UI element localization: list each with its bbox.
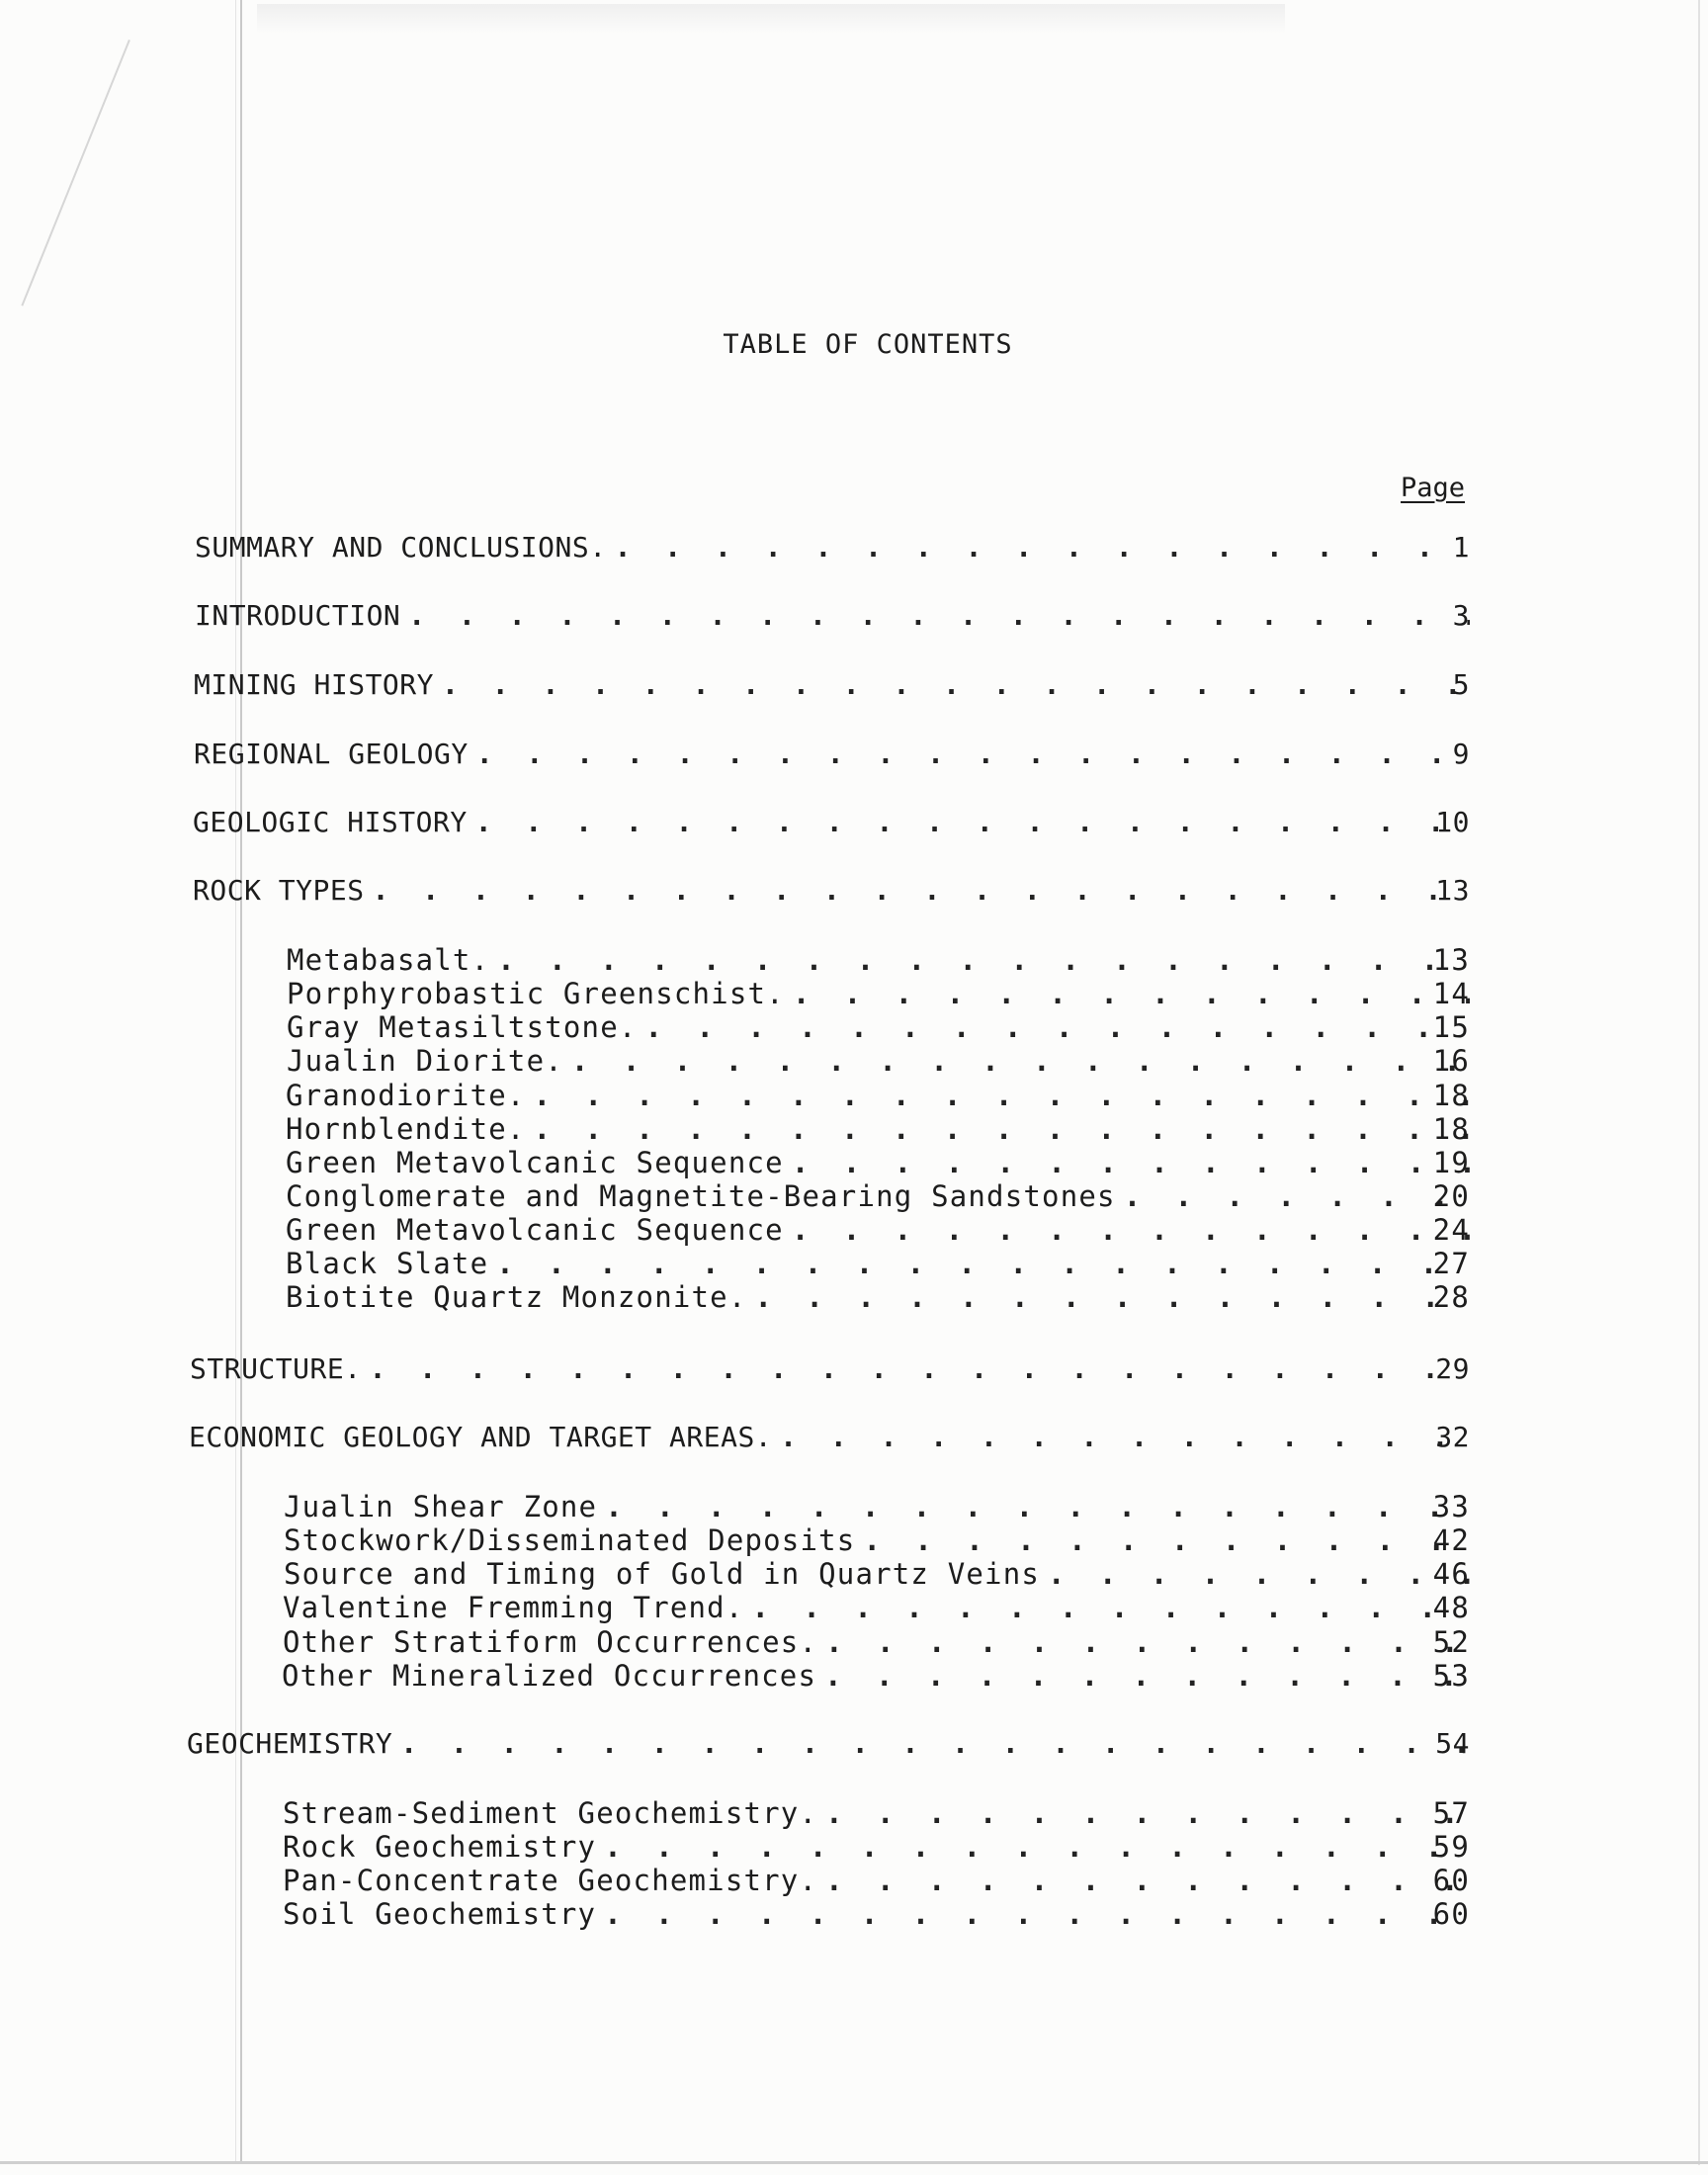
dot-leader [604,1830,1470,1864]
toc-subentry[interactable] [283,1591,1470,1626]
toc-subentry[interactable] [286,1247,1470,1282]
toc-subentry-title: Green Metavolcanic Sequence [286,1213,784,1247]
toc-entry-title: REGIONAL GEOLOGY [194,738,469,770]
toc-subentry-title: Jualin Shear Zone [284,1490,598,1523]
toc-subentry-page: 57 [1432,1796,1470,1830]
dot-leader [863,1523,1470,1557]
toc-subentry[interactable] [287,1044,1470,1080]
dot-leader [824,1659,1470,1693]
dot-leader [496,1247,1470,1280]
toc-subentry-page: 14 [1432,977,1470,1010]
toc-entry[interactable] [194,668,1470,704]
toc-subentry[interactable] [283,1796,1470,1832]
dot-leader [408,599,1470,632]
toc-subentry-title: Valentine Fremming Trend. [283,1591,744,1624]
dot-leader [755,1280,1471,1314]
toc-subentry-page: 24 [1432,1213,1470,1247]
dot-leader [604,1897,1470,1931]
dot-leader [476,738,1470,770]
toc-subentry[interactable] [286,1179,1470,1215]
toc-subentry-page: 20 [1432,1179,1470,1213]
toc-subentry[interactable] [286,1280,1470,1316]
toc-subentry-title: Conglomerate and Magnetite-Bearing Sandstones [286,1179,1116,1213]
toc-subentry[interactable] [284,1523,1470,1559]
toc-entry-title: ECONOMIC GEOLOGY AND TARGET AREAS. [189,1421,773,1453]
dot-leader [792,1213,1470,1247]
toc-subentry[interactable] [286,1112,1470,1148]
toc-subentry[interactable] [283,1830,1470,1866]
toc-entry-page: 3 [1452,599,1470,632]
toc-subentry-title: Rock Geochemistry [283,1830,597,1864]
toc-entry[interactable] [195,599,1470,635]
toc-entry-page: 29 [1435,1352,1470,1385]
toc-subentry-page: 60 [1432,1864,1470,1897]
dot-leader [792,1146,1470,1179]
page-column-header: Page [1401,473,1466,503]
toc-subentry-page: 13 [1432,943,1470,977]
toc-subentry[interactable] [282,1659,1470,1695]
toc-entry-title: MINING HISTORY [194,668,435,701]
dot-leader [793,977,1470,1010]
dot-leader [400,1727,1470,1760]
toc-subentry-title: Biotite Quartz Monzonite. [286,1280,747,1314]
toc-subentry-page: 53 [1432,1659,1470,1693]
toc-entry[interactable] [189,1421,1470,1456]
toc-entry-title: STRUCTURE. [190,1352,362,1385]
toc-subentry-page: 18 [1432,1112,1470,1146]
toc-subentry-title: Stockwork/Disseminated Deposits [284,1523,856,1557]
page-title: TABLE OF CONTENTS [723,329,1013,360]
dot-leader [1124,1179,1470,1213]
dot-leader [825,1796,1470,1830]
toc-subentry-title: Other Stratiform Occurrences. [283,1625,818,1659]
toc-entry-title: SUMMARY AND CONCLUSIONS. [195,531,607,564]
dot-leader [370,1352,1470,1385]
toc-entry[interactable] [190,1352,1470,1388]
toc-entry-page: 13 [1435,874,1470,907]
toc-subentry-title: Metabasalt. [287,943,490,977]
toc-subentry-page: 27 [1432,1247,1470,1280]
toc-entry-title: GEOLOGIC HISTORY [193,806,468,838]
toc-subentry-title: Hornblendite. [286,1112,526,1146]
toc-subentry-title: Other Mineralized Occurrences [282,1659,817,1693]
toc-subentry-title: Soil Geochemistry [283,1897,597,1931]
toc-subentry[interactable] [287,943,1470,979]
toc-subentry[interactable] [283,1864,1470,1899]
toc-subentry-page: 52 [1432,1625,1470,1659]
toc-entry-page: 10 [1435,806,1470,838]
toc-subentry-page: 28 [1432,1280,1470,1314]
toc-subentry-title: Black Slate [286,1247,489,1280]
toc-subentry-page: 33 [1432,1490,1470,1523]
toc-entry[interactable] [193,806,1470,841]
toc-subentry-page: 15 [1432,1010,1470,1044]
dot-leader [780,1421,1470,1453]
toc-subentry[interactable] [284,1557,1470,1593]
toc-subentry-title: Porphyrobastic Greenschist. [287,977,785,1010]
toc-subentry-title: Source and Timing of Gold in Quartz Veins [284,1557,1041,1591]
toc-entry[interactable] [193,874,1470,910]
toc-entry-page: 32 [1435,1421,1470,1453]
toc-subentry[interactable] [284,1490,1470,1525]
toc-subentry-page: 16 [1432,1044,1470,1078]
toc-subentry-title: Gray Metasiltstone. [287,1010,638,1044]
dot-leader [373,874,1470,907]
toc-subentry-page: 59 [1432,1830,1470,1864]
toc-subentry-title: Pan-Concentrate Geochemistry. [283,1864,818,1897]
dot-leader [1048,1557,1470,1591]
dot-leader [615,531,1470,564]
toc-entry[interactable] [187,1727,1470,1763]
toc-subentry-title: Granodiorite. [286,1079,526,1112]
toc-subentry-page: 48 [1432,1591,1470,1624]
toc-subentry[interactable] [286,1079,1470,1114]
toc-entry-page: 1 [1452,531,1470,564]
dot-leader [752,1591,1471,1624]
toc-entry-page: 54 [1435,1727,1470,1760]
toc-subentry[interactable] [283,1625,1470,1661]
dot-leader [605,1490,1470,1523]
toc-subentry[interactable] [287,1010,1470,1046]
dot-leader [475,806,1470,838]
toc-entry-page: 5 [1452,668,1470,701]
toc-subentry-title: Stream-Sediment Geochemistry. [283,1796,818,1830]
dot-leader [825,1625,1470,1659]
toc-entry-title: INTRODUCTION [195,599,401,632]
toc-entry-title: GEOCHEMISTRY [187,1727,393,1760]
dot-leader [534,1079,1470,1112]
toc-subentry-page: 46 [1432,1557,1470,1591]
toc-entry-page: 9 [1452,738,1470,770]
dot-leader [645,1010,1470,1044]
toc-entry-title: ROCK TYPES [193,874,365,907]
toc-subentry[interactable] [286,1146,1470,1181]
toc-subentry[interactable] [283,1897,1470,1933]
toc-subentry-title: Jualin Diorite. [287,1044,563,1078]
toc-subentry[interactable] [286,1213,1470,1249]
dot-leader [571,1044,1470,1078]
toc-subentry-page: 60 [1432,1897,1470,1931]
dot-leader [825,1864,1470,1897]
dot-leader [442,668,1470,701]
toc-subentry-page: 42 [1432,1523,1470,1557]
toc-subentry-title: Green Metavolcanic Sequence [286,1146,784,1179]
toc-subentry[interactable] [287,977,1470,1012]
toc-entry[interactable] [194,738,1470,773]
toc-subentry-page: 18 [1432,1079,1470,1112]
toc-entry[interactable] [195,531,1470,566]
dot-leader [534,1112,1470,1146]
dot-leader [497,943,1470,977]
toc-subentry-page: 19 [1432,1146,1470,1179]
